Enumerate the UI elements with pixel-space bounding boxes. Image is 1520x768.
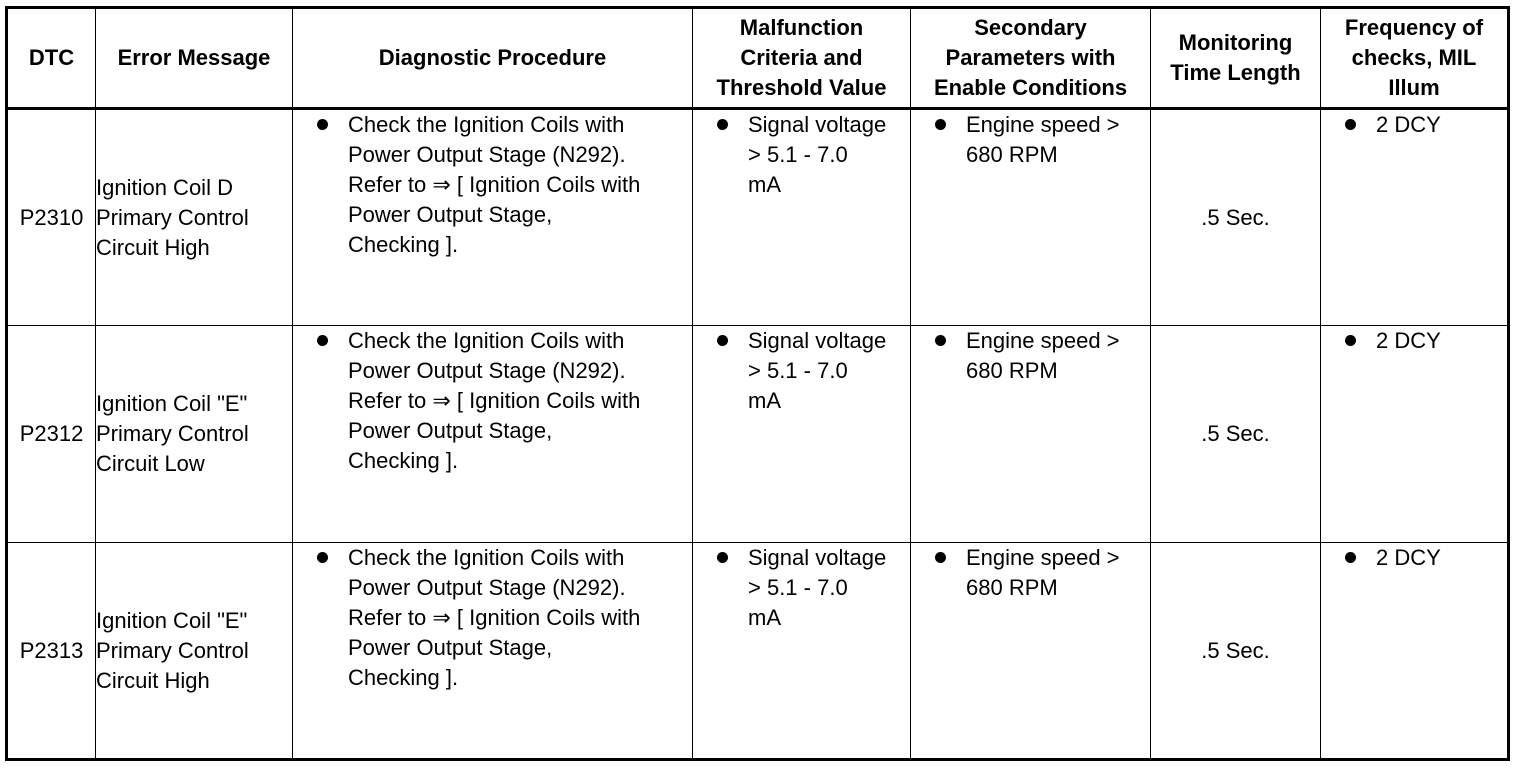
header-diagnostic-procedure: Diagnostic Procedure [293, 8, 693, 109]
table-row [7, 326, 1509, 543]
diagnostic-procedure: Check the Ignition Coils with Power Output Stage (N292). Refer to ⇒ [ Ignition Coils with Power Output Stage, Checking ]. [293, 109, 693, 326]
monitoring-time: .5 Sec. [1151, 543, 1321, 760]
bullet-icon [935, 119, 946, 130]
secondary-parameters: Engine speed > 680 RPM [911, 109, 1151, 326]
table-row [7, 109, 1509, 326]
dtc-code: P2310 [7, 109, 96, 326]
malfunction-criteria: Signal voltage > 5.1 - 7.0 mA [693, 326, 911, 543]
monitoring-time: .5 Sec. [1151, 109, 1321, 326]
header-frequency: Frequency of checks, MIL Illum [1321, 8, 1509, 109]
bullet-icon [935, 552, 946, 563]
header-monitoring-time: Monitoring Time Length [1151, 8, 1321, 109]
diagnostic-procedure: Check the Ignition Coils with Power Output Stage (N292). Refer to ⇒ [ Ignition Coils with Power Output Stage, Checking ]. [293, 543, 693, 760]
bullet-icon [717, 119, 728, 130]
malfunction-criteria: Signal voltage > 5.1 - 7.0 mA [693, 543, 911, 760]
header-secondary-parameters: Secondary Parameters with Enable Conditions [911, 8, 1151, 109]
dtc-code: P2312 [7, 326, 96, 543]
bullet-icon [1345, 119, 1356, 130]
bullet-icon [317, 552, 328, 563]
diagnostic-procedure: Check the Ignition Coils with Power Output Stage (N292). Refer to ⇒ [ Ignition Coils with Power Output Stage, Checking ]. [293, 326, 693, 543]
bullet-icon [1345, 552, 1356, 563]
malfunction-criteria: Signal voltage > 5.1 - 7.0 mA [693, 109, 911, 326]
header-row [7, 8, 1509, 109]
secondary-parameters: Engine speed > 680 RPM [911, 326, 1151, 543]
header-error-message: Error Message [96, 8, 293, 109]
dtc-code: P2313 [7, 543, 96, 760]
secondary-parameters: Engine speed > 680 RPM [911, 543, 1151, 760]
bullet-icon [317, 119, 328, 130]
bullet-icon [935, 335, 946, 346]
frequency: 2 DCY [1321, 109, 1509, 326]
bullet-icon [717, 335, 728, 346]
error-message: Ignition Coil "E" Primary Control Circuit Low [96, 326, 293, 543]
error-message: Ignition Coil "E" Primary Control Circuit High [96, 543, 293, 760]
table-row [7, 543, 1509, 760]
header-dtc: DTC [7, 8, 96, 109]
error-message: Ignition Coil D Primary Control Circuit High [96, 109, 293, 326]
monitoring-time: .5 Sec. [1151, 326, 1321, 543]
header-malfunction-criteria: Malfunction Criteria and Threshold Value [693, 8, 911, 109]
bullet-icon [717, 552, 728, 563]
dtc-table [5, 6, 1510, 761]
frequency: 2 DCY [1321, 543, 1509, 760]
bullet-icon [317, 335, 328, 346]
bullet-icon [1345, 335, 1356, 346]
frequency: 2 DCY [1321, 326, 1509, 543]
